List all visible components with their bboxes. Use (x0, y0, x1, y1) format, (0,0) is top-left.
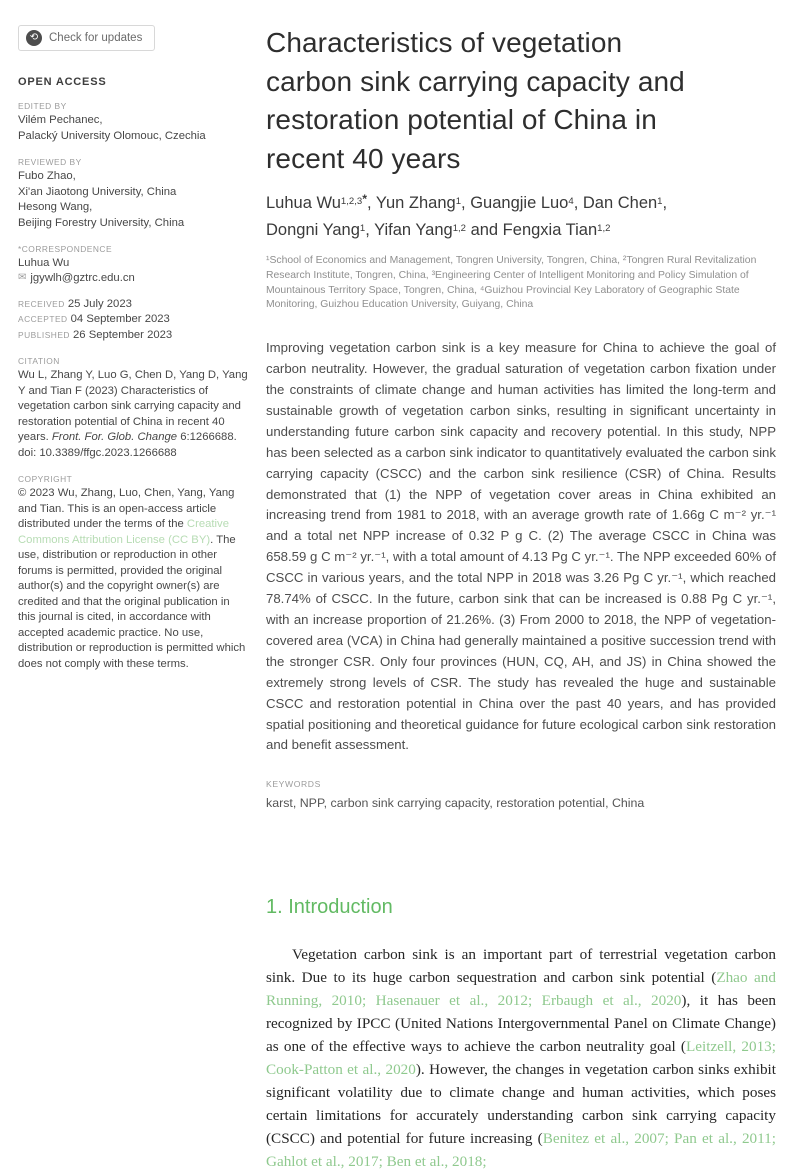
correspondence-name: Luhua Wu (18, 257, 70, 269)
license-link[interactable]: Creative Commons Attribution License (CC BY) (18, 518, 229, 546)
article-main-column (266, 24, 776, 1173)
edited-by-label: EDITED BY (18, 101, 67, 111)
title-line: restoration potential of China in (266, 104, 657, 135)
abstract-text: Improving vegetation carbon sink is a key measure for China to achieve the goal of carbon neutrality. However, the gradual saturation of vegetation carbon fixation under the constraints of climate change and human activities has limited the long-term and sustainable growth of vegetation carbon sinks, resulting in significant uncertainty in understanding future carbon sink capacity and recovery potential. In this study, NPP has been selected as a carbon sink indicator to quantitatively evaluated the carbon sink carrying capacity (CSCC) and the carbon sink resilience (CSR) of China. Results demonstrated that (1) the NPP of vegetation cover areas in China exhibited an increasing trend from 1981 to 2018, with an average growth rate of 1.66g C m⁻² yr.⁻¹ and a total net NPP increase of 0.32 P g C. (2) The average CSCC in China was 658.59 g C m⁻² yr.⁻¹, with a total amount of 4.13 Pg C yr.⁻¹. The NPP exceeded 60% of CSCC in various years, and the total NPP in 2018 was 3.26 Pg C yr.⁻¹, which reached 78.74% of CSCC. In the future, carbon sink that can be increased is 0.88 Pg C yr.⁻¹, with an increase proportion of 21.26%. (3) From 2000 to 2018, the NPP of vegetation-covered area (VCA) in China had generally maintained a positive succession trend with the stronger CSR. Only four provinces (HUN, CQ, AH, and JS) in China showed the extremely strong levels of CSR. The study has revealed the huge and sustainable CSCC and restoration potential in China over the past 40 years, and has provided spatial positioning and theoretical guidance for future ecological carbon sink restoration and benefit assessment. (266, 340, 776, 753)
correspondence-email-link[interactable]: jgywlh@gztrc.edu.cn (30, 271, 135, 284)
reviewer-affiliation: Beijing Forestry University, China (18, 216, 185, 229)
keywords-text: karst, NPP, carbon sink carrying capacity, restoration potential, China (266, 796, 645, 811)
citation-label: CITATION (18, 356, 60, 366)
title-line: carbon sink carrying capacity and (266, 65, 685, 97)
published-date: PUBLISHED 26 September 2023 (18, 328, 173, 341)
citation-link[interactable]: Benitez et al., 2007; Pan et al., 2011; Gahlot et al., 2017; Ben et al., 2018; (266, 1130, 776, 1171)
editor-affiliation: Palacký University Olomouc, Czechia (18, 129, 206, 142)
author-line: Luhua $Wu^{1,2,3*}$, Yun Zhang$^1$, Guangjie Luo$^4$, Dan Chen$^1$, (266, 192, 668, 212)
accepted-date: ACCEPTED 04 September 2023 (18, 313, 170, 325)
reviewed-by-label: REVIEWED BY (18, 157, 82, 167)
copyright-text: © 2023 Wu, Zhang, Luo, Chen, Yang, Yang and Tian. This is an open-access article distributed under the terms of the Creative Commons Attribution License (CC BY). The use, distribution or reproduction in other forums is permitted, provided the original author(s) and the copyright owner(s) are credited and that the original publication in this journal is cited, in accordance with accepted academic practice. No use, distribution or reproduction is permitted which does not comply with these terms. (18, 487, 246, 670)
author-list (266, 191, 776, 245)
citation-text: Wu L, Zhang Y, Luo G, Chen D, Yang D, Yang Y and Tian F (2023) Characteristics of vegetation carbon sink carrying capacity and restoration potential of China in recent 40 years. Front. For. Glob. Change 6:1266688. doi: 10.3389/ffgc.2023.1266688 (18, 369, 248, 459)
received-date: RECEIVED 25 July 2023 (18, 297, 132, 310)
copyright-label: COPYRIGHT (18, 474, 73, 484)
keywords-label: KEYWORDS (266, 779, 321, 790)
editor-name: Vilém Pechanec, (18, 114, 103, 126)
crossref-icon: ⟲ (26, 30, 42, 46)
check-for-updates-label: Check for updates (49, 32, 143, 44)
affiliations: ¹School of Economics and Management, Tongren University, Tongren, China, ²Tongren Rural Revitalization Research Institute, Tongren, China, ³Engineering Center of Intelligent Monitoring and Policy Simulation of Mountainous Territory Space, Tongren, China, ⁴Guizhou Provincial Key Laboratory of Geographic State Monitoring, Guizhou Education University, Guiyang, China (266, 255, 757, 311)
check-for-updates-button[interactable] (18, 25, 155, 51)
correspondence-label: *CORRESPONDENCE (18, 244, 113, 254)
title-line: recent 40 years (266, 142, 461, 174)
reviewer-name: Hesong Wang, (18, 201, 93, 213)
reviewer-name: Fubo Zhao, (18, 170, 76, 182)
open-access-label: OPEN ACCESS (18, 76, 107, 88)
citation-link[interactable]: Zhao and Running, 2010; Hasenauer et al., 2012; Erbaugh et al., 2020 (266, 969, 776, 1010)
article-title (266, 24, 776, 178)
author-line: Dongni Yang$^1$, Yifan Yang$^{1,2}$ and Fengxia Tian$^{1,2}$ (266, 221, 611, 239)
article-meta-sidebar (18, 76, 250, 672)
introduction-heading: 1. Introduction (266, 896, 393, 919)
title-line: Characteristics of vegetation (266, 27, 623, 58)
reviewer-affiliation: Xi'an Jiaotong University, China (18, 185, 177, 198)
envelope-icon: ✉ (18, 271, 27, 283)
introduction-paragraph: Vegetation carbon sink is an important part of terrestrial vegetation carbon sink. Due to its huge carbon sequestration and carbon sink potential (Zhao and Running, 2010; Hasenauer et al., 2012; Erbaugh et al., 2020), it has been recognized by IPCC (United Nations Intergovernmental Panel on Climate Change) as one of the effective ways to achieve the carbon neutrality goal (Leitzell, 2013; Cook-Patton et al., 2020). However, the changes in vegetation carbon sinks exhibit significant volatility due to climate change and human activities, which poses certain limitations for accurately understanding carbon sink carrying capacity (CSCC) and potential for future increasing (Benitez et al., 2007; Pan et al., 2011; Gahlot et al., 2017; Ben et al., 2018; (266, 946, 776, 1171)
citation-link[interactable]: Leitzell, 2013; Cook-Patton et al., 2020 (266, 1038, 776, 1079)
article-dates (18, 297, 250, 344)
